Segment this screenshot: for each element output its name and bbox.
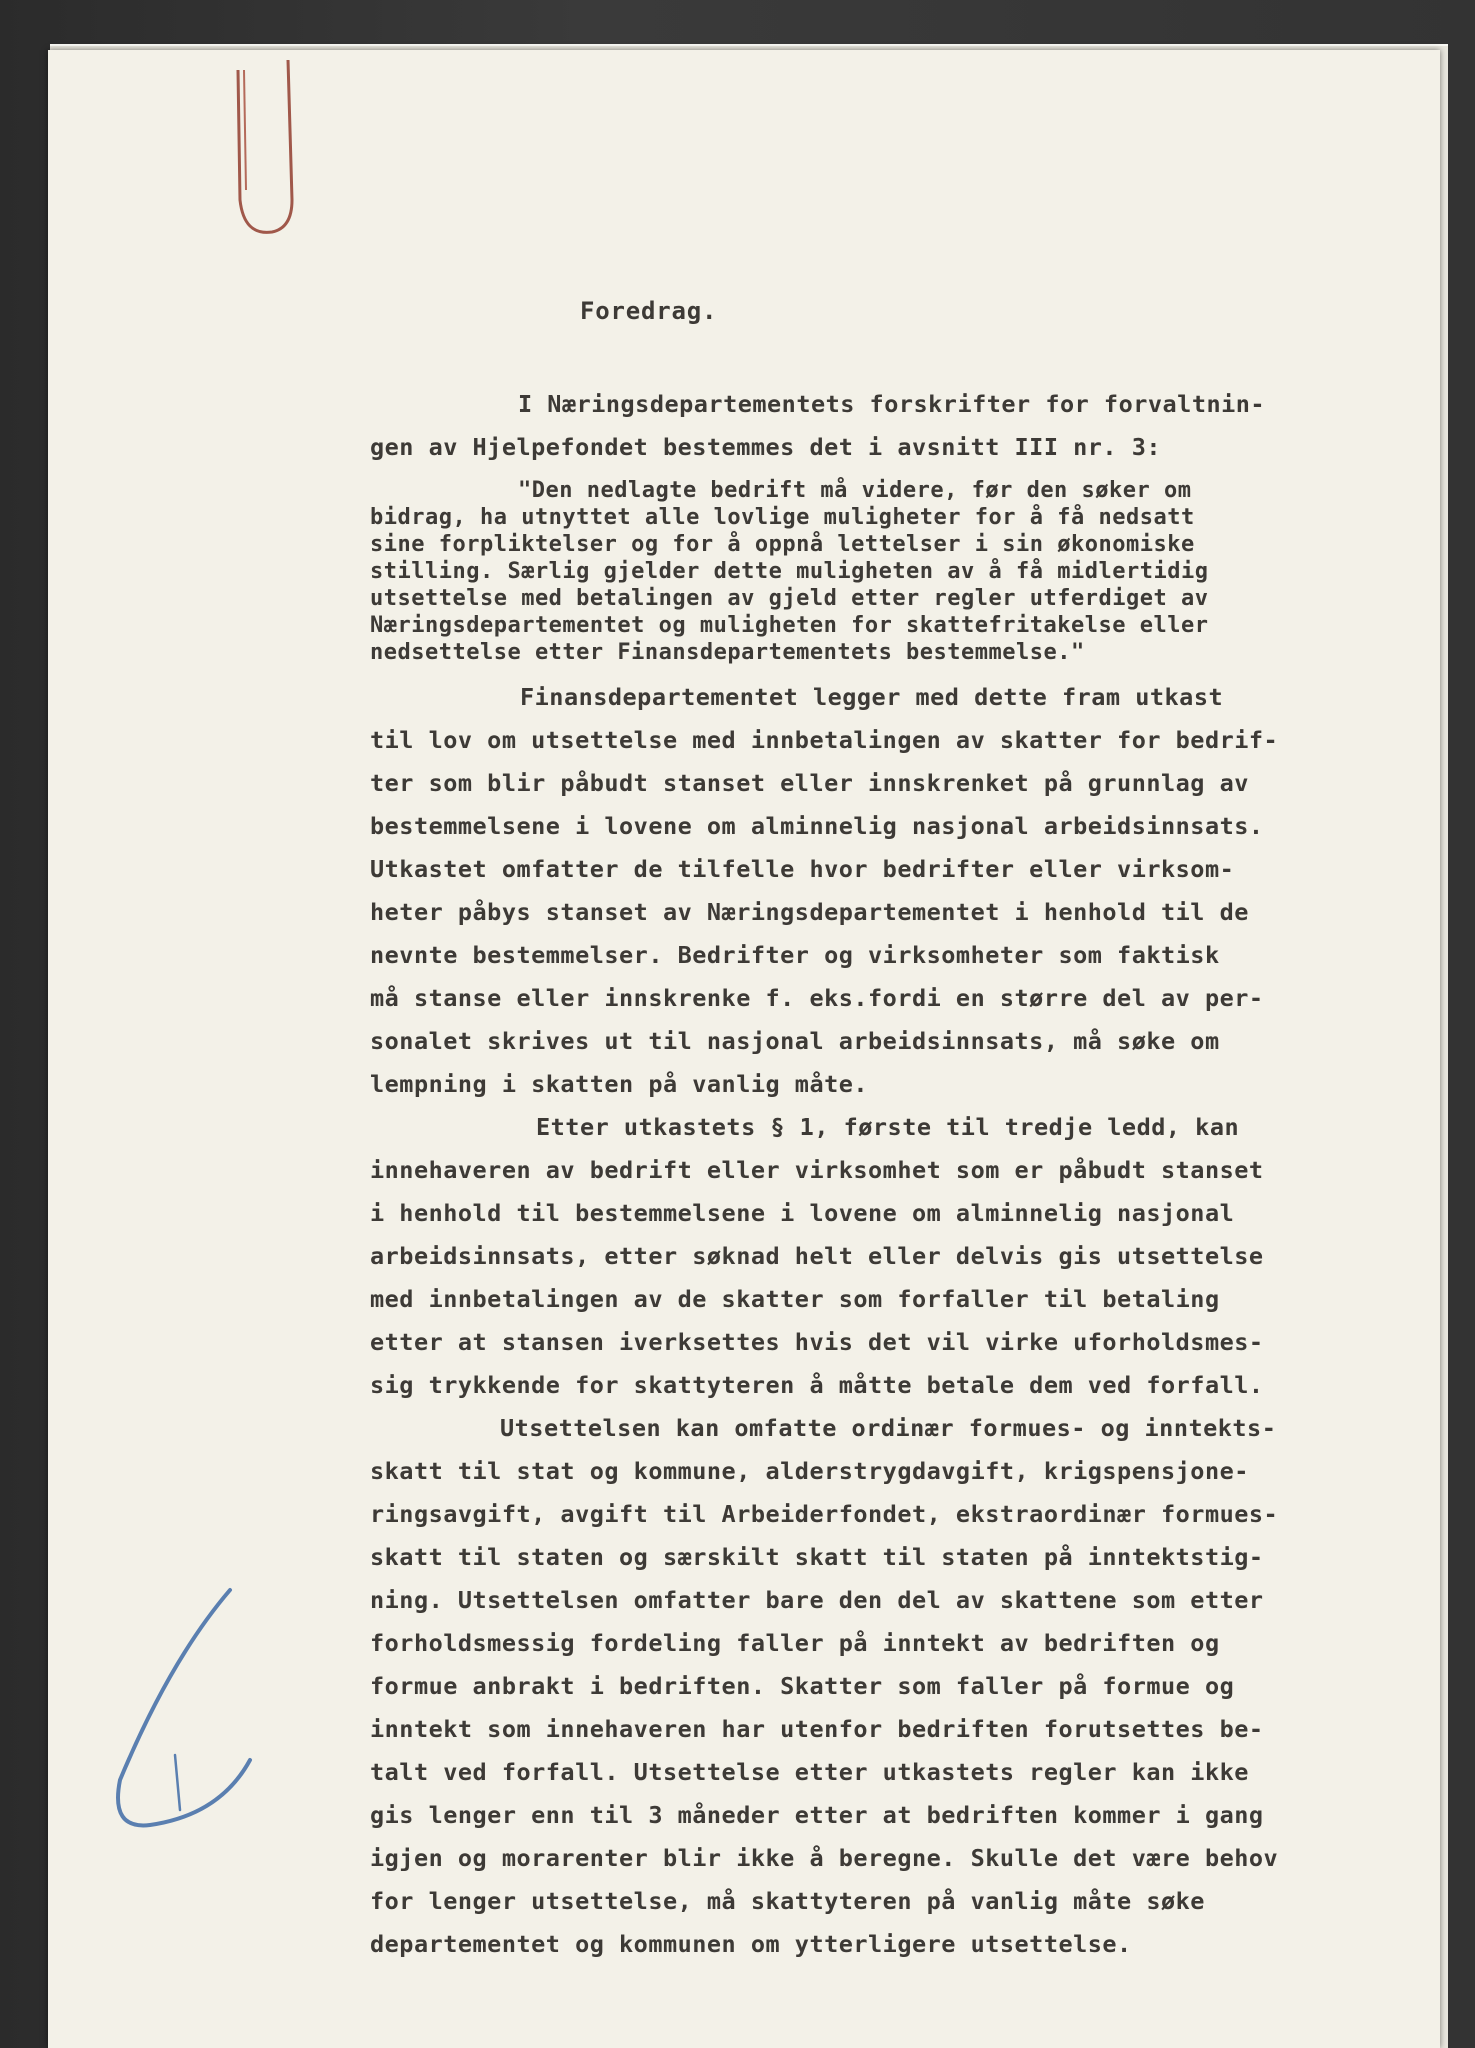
paper-clip-icon <box>188 0 308 240</box>
text-line: utsettelse med betalingen av gjeld etter regler utferdiget av <box>370 586 1209 611</box>
text-line: til lov om utsettelse med innbetalingen av skatter for bedrif- <box>370 726 1279 754</box>
text-line: innehaveren av bedrift eller virksomhet som er påbudt stanset <box>370 1156 1264 1184</box>
text-line: nevnte bestemmelser. Bedrifter og virksomheter som faktisk <box>370 941 1220 969</box>
document-title: Foredrag. <box>580 297 718 325</box>
text-line: nedsettelse etter Finansdepartementets bestemmelse." <box>370 640 1085 665</box>
text-line: talt ved forfall. Utsettelse etter utkastets regler kan ikke <box>370 1758 1249 1786</box>
text-line: igjen og morarenter blir ikke å beregne. Skulle det være behov <box>370 1844 1279 1872</box>
text-line: inntekt som innehaveren har utenfor bedriften forutsettes be- <box>370 1715 1264 1743</box>
text-line: heter påbys stanset av Næringsdepartementet i henhold til de <box>370 898 1249 926</box>
text-line: i henhold til bestemmelsene i lovene om alminnelig nasjonal <box>370 1199 1235 1227</box>
text-line: arbeidsinnsats, etter søknad helt eller delvis gis utsettelse <box>370 1242 1264 1270</box>
text-line: departementet og kommunen om ytterligere utsettelse. <box>370 1930 1132 1958</box>
text-line: ringsavgift, avgift til Arbeiderfondet, ekstraordinær formues- <box>370 1500 1279 1528</box>
text-line: ning. Utsettelsen omfatter bare den del av skattene som etter <box>370 1586 1264 1614</box>
text-line: Utkastet omfatter de tilfelle hvor bedrifter eller virksom- <box>370 855 1235 883</box>
text-line: etter at stansen iverksettes hvis det vil virke uforholdsmes- <box>370 1328 1264 1356</box>
text-line: forholdsmessig fordeling faller på inntekt av bedriften og <box>370 1629 1220 1657</box>
text-line: bidrag, ha utnyttet alle lovlige muligheter for å få nedsatt <box>370 505 1195 530</box>
text-line: skatt til stat og kommune, alderstrygdavgift, krigspensjone- <box>370 1457 1249 1485</box>
text-line: sig trykkende for skattyteren å måtte betale dem ved forfall. <box>370 1371 1264 1399</box>
text-line: sonalet skrives ut til nasjonal arbeidsinnsats, må søke om <box>370 1027 1220 1055</box>
text-line: Næringsdepartementet og muligheten for skattefritakelse eller <box>370 613 1209 638</box>
text-line: lempning i skatten på vanlig måte. <box>370 1070 869 1098</box>
pen-mark-icon <box>80 1580 270 1850</box>
text-line: for lenger utsettelse, må skattyteren på vanlig måte søke <box>370 1887 1205 1915</box>
text-line: Finansdepartementet legger med dette fram utkast <box>520 683 1224 711</box>
text-line: bestemmelsene i lovene om alminnelig nasjonal arbeidsinnsats. <box>370 812 1264 840</box>
text-line: "Den nedlagte bedrift må videre, før den søker om <box>518 478 1192 503</box>
text-line: stilling. Særlig gjelder dette muligheten av å få midlertidig <box>370 559 1209 584</box>
text-line: ter som blir påbudt stanset eller innskrenket på grunnlag av <box>370 769 1249 797</box>
text-line: med innbetalingen av de skatter som forfaller til betaling <box>370 1285 1220 1313</box>
text-line: gen av Hjelpefondet bestemmes det i avsnitt III nr. 3: <box>370 433 1162 461</box>
text-line: Etter utkastets § 1, første til tredje ledd, kan <box>536 1113 1240 1141</box>
text-line: Utsettelsen kan omfatte ordinær formues- og inntekts- <box>500 1414 1277 1442</box>
text-line: må stanse eller innskrenke f. eks.fordi en større del av per- <box>370 984 1264 1012</box>
text-line: sine forpliktelser og for å oppnå lettelser i sin økonomiske <box>370 532 1195 557</box>
text-line: gis lenger enn til 3 måneder etter at bedriften kommer i gang <box>370 1801 1264 1829</box>
text-line: skatt til staten og særskilt skatt til staten på inntektstig- <box>370 1543 1264 1571</box>
text-line: I Næringsdepartementets forskrifter for forvaltnin- <box>518 390 1266 418</box>
text-line: formue anbrakt i bedriften. Skatter som faller på formue og <box>370 1672 1235 1700</box>
